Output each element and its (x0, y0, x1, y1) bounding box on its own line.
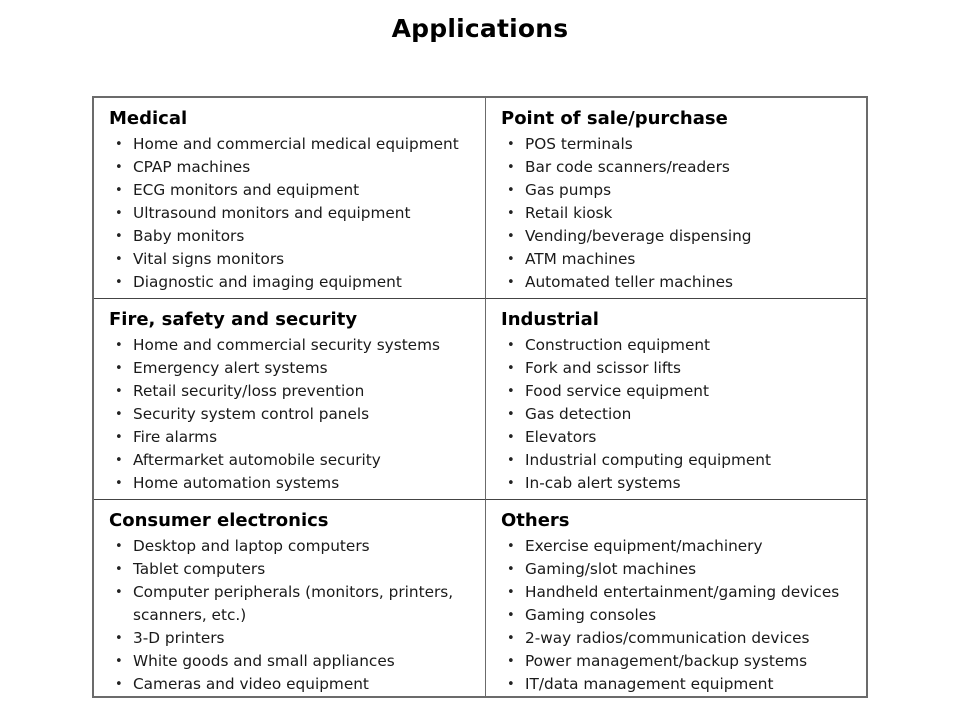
list-item-text: ECG monitors and equipment (133, 181, 360, 199)
list-item-text: Vending/beverage dispensing (525, 227, 752, 245)
list-item (501, 271, 866, 294)
list-item (109, 472, 485, 495)
list-item (501, 179, 866, 202)
list-item (109, 357, 485, 380)
list-item-text: Automated teller machines (525, 273, 733, 291)
application-list (501, 133, 866, 294)
list-item (109, 426, 485, 449)
list-item (501, 558, 866, 581)
category-heading: Fire, safety and security (109, 309, 358, 330)
bullet-icon: • (115, 677, 123, 692)
bullet-icon: • (115, 183, 123, 198)
bullet-icon: • (507, 361, 515, 376)
list-item-text: Industrial computing equipment (525, 451, 771, 469)
bullet-icon: • (115, 361, 123, 376)
bullet-icon: • (507, 275, 515, 290)
list-item-text: Computer peripherals (monitors, printers, scanners, etc.) (133, 583, 454, 624)
list-item-text: 2-way radios/communication devices (525, 629, 810, 647)
list-item-text: Baby monitors (133, 227, 245, 245)
bullet-icon: • (115, 539, 123, 554)
list-item (501, 225, 866, 248)
list-item (109, 403, 485, 426)
list-item (109, 581, 485, 627)
category-cell (94, 500, 486, 696)
application-list (109, 535, 485, 696)
bullet-icon: • (115, 275, 123, 290)
bullet-icon: • (507, 677, 515, 692)
list-item-text: Ultrasound monitors and equipment (133, 204, 411, 222)
list-item-text: 3-D printers (133, 629, 225, 647)
list-item-text: POS terminals (525, 135, 633, 153)
list-item (109, 673, 485, 696)
list-item (501, 403, 866, 426)
list-item-text: White goods and small appliances (133, 652, 395, 670)
bullet-icon: • (115, 384, 123, 399)
bullet-icon: • (507, 608, 515, 623)
list-item (501, 156, 866, 179)
bullet-icon: • (507, 183, 515, 198)
bullet-icon: • (507, 430, 515, 445)
bullet-icon: • (507, 654, 515, 669)
list-item (501, 627, 866, 650)
list-item-text: Cameras and video equipment (133, 675, 369, 693)
list-item-text: Food service equipment (525, 382, 709, 400)
list-item (501, 673, 866, 696)
bullet-icon: • (507, 453, 515, 468)
bullet-icon: • (507, 160, 515, 175)
bullet-icon: • (507, 631, 515, 646)
list-item (109, 156, 485, 179)
list-item-text: Handheld entertainment/gaming devices (525, 583, 840, 601)
bullet-icon: • (507, 229, 515, 244)
category-heading: Point of sale/purchase (501, 108, 728, 129)
list-item (501, 357, 866, 380)
list-item-text: IT/data management equipment (525, 675, 774, 693)
list-item (109, 271, 485, 294)
list-item (501, 650, 866, 673)
bullet-icon: • (507, 252, 515, 267)
list-item (501, 202, 866, 225)
category-cell (486, 98, 866, 299)
list-item (109, 225, 485, 248)
list-item-text: Diagnostic and imaging equipment (133, 273, 402, 291)
category-heading: Industrial (501, 309, 599, 330)
applications-table (92, 96, 868, 698)
bullet-icon: • (507, 585, 515, 600)
application-list (501, 334, 866, 495)
category-heading: Medical (109, 108, 188, 129)
list-item (501, 449, 866, 472)
list-item (109, 202, 485, 225)
list-item-text: ATM machines (525, 250, 636, 268)
list-item-text: Retail security/loss prevention (133, 382, 365, 400)
list-item (501, 604, 866, 627)
bullet-icon: • (507, 539, 515, 554)
bullet-icon: • (115, 585, 123, 600)
list-item (501, 472, 866, 495)
bullet-icon: • (507, 338, 515, 353)
application-list (501, 535, 866, 696)
list-item-text: Gaming/slot machines (525, 560, 697, 578)
bullet-icon: • (507, 476, 515, 491)
bullet-icon: • (507, 407, 515, 422)
bullet-icon: • (115, 229, 123, 244)
list-item-text: Aftermarket automobile security (133, 451, 381, 469)
bullet-icon: • (115, 338, 123, 353)
bullet-icon: • (507, 137, 515, 152)
bullet-icon: • (115, 206, 123, 221)
list-item-text: Vital signs monitors (133, 250, 285, 268)
list-item (109, 650, 485, 673)
list-item (501, 380, 866, 403)
bullet-icon: • (507, 206, 515, 221)
list-item-text: Bar code scanners/readers (525, 158, 730, 176)
list-item-text: Desktop and laptop computers (133, 537, 370, 555)
bullet-icon: • (115, 476, 123, 491)
list-item-text: Emergency alert systems (133, 359, 328, 377)
list-item-text: Construction equipment (525, 336, 711, 354)
list-item (501, 426, 866, 449)
list-item-text: Gas pumps (525, 181, 612, 199)
list-item (501, 248, 866, 271)
list-item (501, 334, 866, 357)
list-item (109, 535, 485, 558)
bullet-icon: • (507, 562, 515, 577)
bullet-icon: • (115, 654, 123, 669)
application-list (109, 334, 485, 495)
bullet-icon: • (115, 631, 123, 646)
list-item-text: Security system control panels (133, 405, 370, 423)
list-item-text: Gas detection (525, 405, 632, 423)
list-item-text: Home and commercial security systems (133, 336, 440, 354)
bullet-icon: • (115, 407, 123, 422)
bullet-icon: • (115, 562, 123, 577)
list-item (109, 449, 485, 472)
list-item (109, 627, 485, 650)
list-item-text: Tablet computers (133, 560, 266, 578)
category-cell (94, 299, 486, 500)
bullet-icon: • (115, 252, 123, 267)
list-item-text: Gaming consoles (525, 606, 657, 624)
bullet-icon: • (115, 137, 123, 152)
list-item-text: Fork and scissor lifts (525, 359, 681, 377)
list-item-text: CPAP machines (133, 158, 251, 176)
list-item-text: In-cab alert systems (525, 474, 681, 492)
bullet-icon: • (115, 453, 123, 468)
category-heading: Consumer electronics (109, 510, 329, 531)
list-item (109, 380, 485, 403)
bullet-icon: • (115, 430, 123, 445)
list-item (501, 133, 866, 156)
list-item (501, 581, 866, 604)
category-cell (94, 98, 486, 299)
list-item (109, 558, 485, 581)
bullet-icon: • (507, 384, 515, 399)
list-item-text: Fire alarms (133, 428, 218, 446)
list-item (109, 248, 485, 271)
category-cell (486, 500, 866, 696)
list-item-text: Home automation systems (133, 474, 340, 492)
list-item-text: Home and commercial medical equipment (133, 135, 459, 153)
list-item (501, 535, 866, 558)
list-item-text: Retail kiosk (525, 204, 613, 222)
list-item-text: Power management/backup systems (525, 652, 808, 670)
category-heading: Others (501, 510, 570, 531)
application-list (109, 133, 485, 294)
page-title: Applications (391, 14, 569, 43)
bullet-icon: • (115, 160, 123, 175)
list-item-text: Elevators (525, 428, 597, 446)
list-item (109, 133, 485, 156)
list-item (109, 179, 485, 202)
list-item-text: Exercise equipment/machinery (525, 537, 763, 555)
category-cell (486, 299, 866, 500)
list-item (109, 334, 485, 357)
